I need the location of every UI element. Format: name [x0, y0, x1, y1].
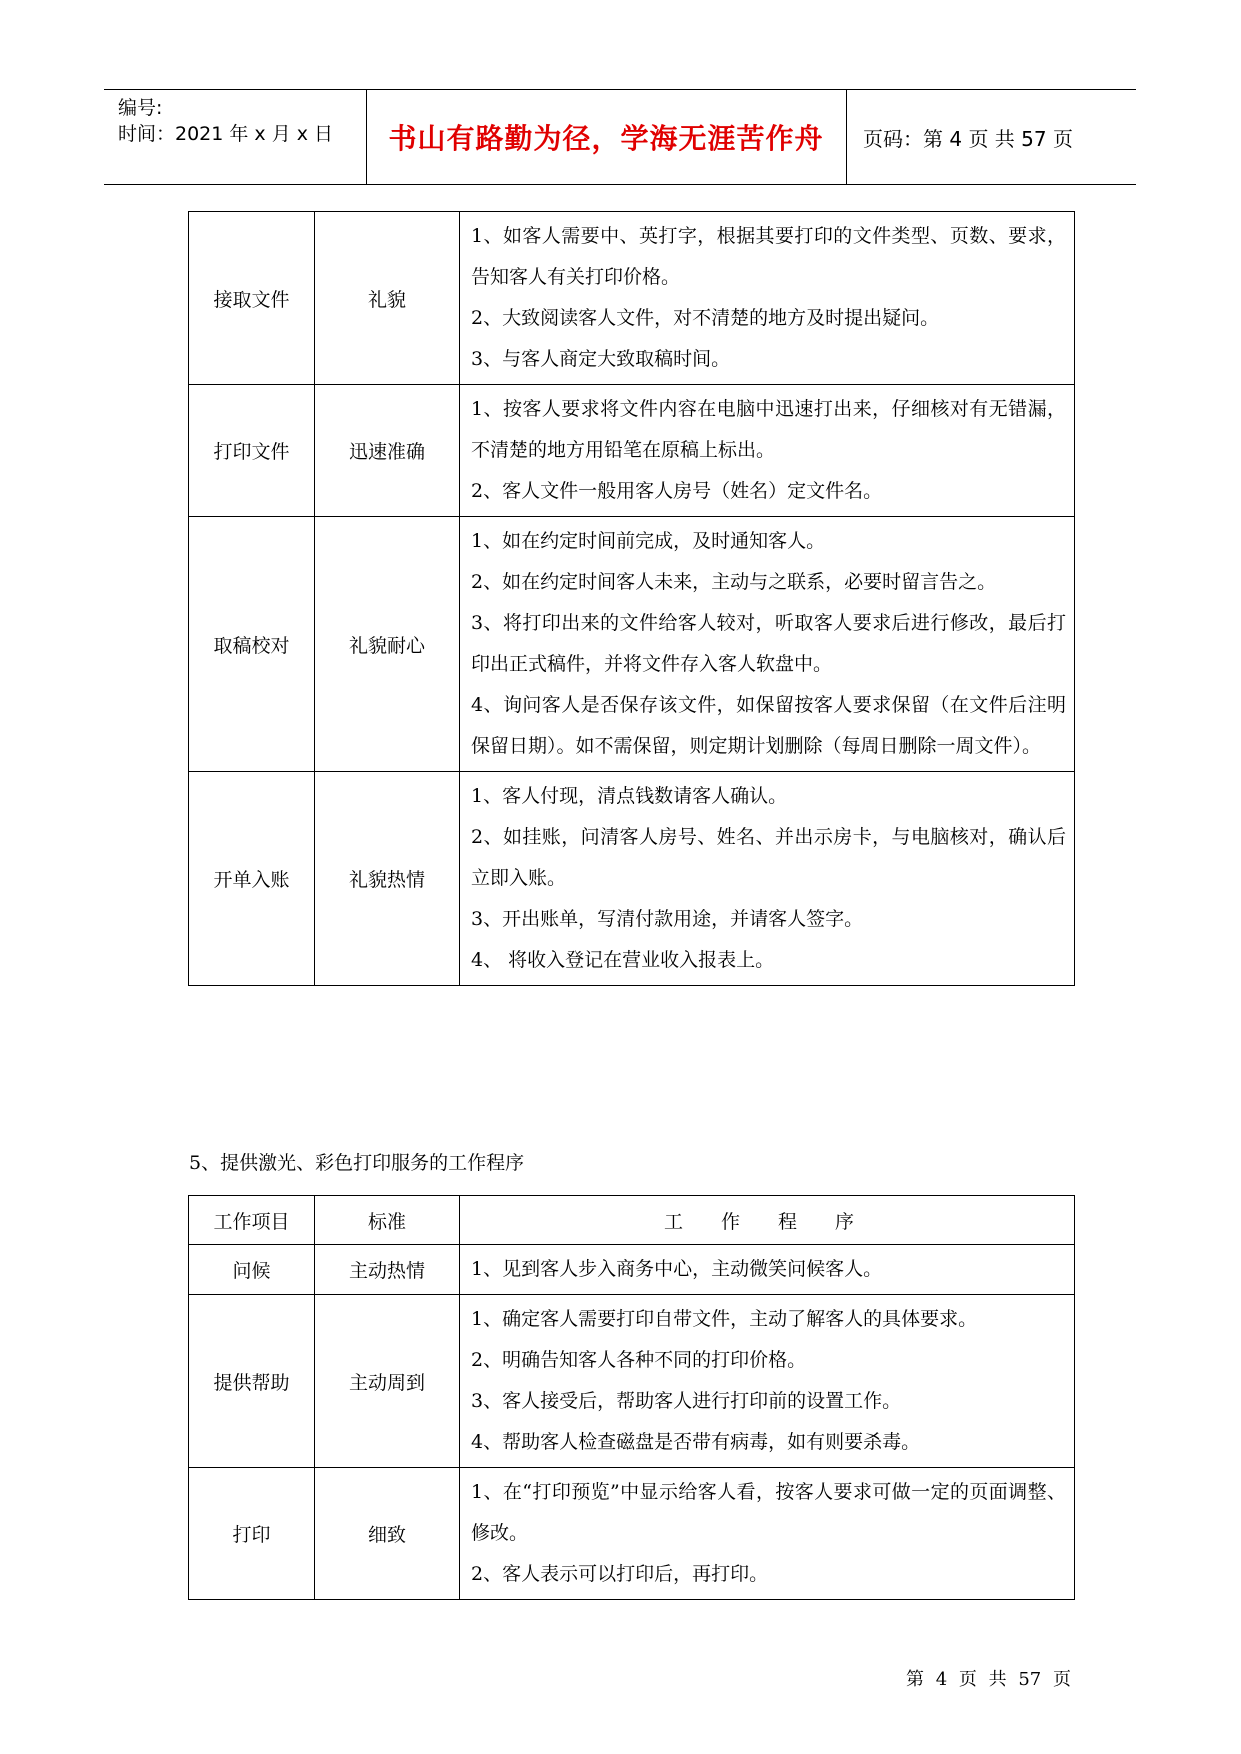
procedure-cell	[460, 385, 1075, 517]
procedure-table-2-body	[189, 1196, 1075, 1600]
procedure-step: 3、客人接受后，帮助客人进行打印前的设置工作。	[471, 1390, 902, 1412]
work-item-cell: 提供帮助	[189, 1295, 315, 1468]
section-title: 5、提供激光、彩色打印服务的工作程序	[189, 1152, 525, 1174]
table-row	[189, 212, 1075, 385]
header-standard: 标准	[315, 1196, 460, 1245]
work-item-cell: 打印文件	[189, 385, 315, 517]
procedure-step: 2、明确告知客人各种不同的打印价格。	[471, 1349, 807, 1371]
header-item: 工作项目	[189, 1196, 315, 1245]
table-row	[189, 772, 1075, 986]
work-item-cell: 取稿校对	[189, 517, 315, 772]
procedure-table-1-body	[189, 212, 1075, 986]
page-header	[104, 89, 1136, 185]
procedure-table-2	[188, 1195, 1075, 1600]
table-header-row	[189, 1196, 1075, 1245]
procedure-step: 1、在“打印预览”中显示给客人看，按客人要求可做一定的页面调整、修改。	[471, 1481, 1066, 1544]
standard-cell: 礼貌	[315, 212, 460, 385]
standard-cell: 主动热情	[315, 1245, 460, 1295]
procedure-step: 2、客人表示可以打印后，再打印。	[471, 1563, 769, 1585]
procedure-step: 3、与客人商定大致取稿时间。	[471, 348, 731, 370]
number-label: 编号:	[118, 97, 163, 119]
table-row	[189, 1295, 1075, 1468]
work-item-cell: 问候	[189, 1245, 315, 1295]
procedure-step: 4、帮助客人检查磁盘是否带有病毒，如有则要杀毒。	[471, 1431, 921, 1453]
time-label: 时间：2021 年 x 月 x 日	[118, 123, 334, 145]
procedure-step: 1、确定客人需要打印自带文件，主动了解客人的具体要求。	[471, 1308, 978, 1330]
procedure-step: 2、如在约定时间客人未来，主动与之联系，必要时留言告之。	[471, 571, 997, 593]
procedure-step: 3、开出账单，写清付款用途，并请客人签字。	[471, 908, 864, 930]
procedure-step: 4、询问客人是否保存该文件，如保留按客人要求保留（在文件后注明保留日期）。如不需保留，则定期计划删除（每周日删除一周文件）。	[471, 694, 1066, 757]
standard-cell: 迅速准确	[315, 385, 460, 517]
procedure-cell	[460, 212, 1075, 385]
standard-cell: 礼貌热情	[315, 772, 460, 986]
procedure-cell	[460, 1295, 1075, 1468]
header-procedure: 工 作 程 序	[460, 1196, 1075, 1245]
standard-cell: 主动周到	[315, 1295, 460, 1468]
procedure-step: 1、客人付现，清点钱数请客人确认。	[471, 785, 788, 807]
procedure-step: 2、如挂账，问清客人房号、姓名、并出示房卡，与电脑核对，确认后立即入账。	[471, 826, 1066, 889]
table-row	[189, 1468, 1075, 1600]
procedure-step: 1、如客人需要中、英打字，根据其要打印的文件类型、页数、要求，告知客人有关打印价格。	[471, 225, 1066, 288]
procedure-step: 2、客人文件一般用客人房号（姓名）定文件名。	[471, 480, 883, 502]
table-row	[189, 385, 1075, 517]
work-item-cell: 接取文件	[189, 212, 315, 385]
work-item-cell: 打印	[189, 1468, 315, 1600]
work-item-cell: 开单入账	[189, 772, 315, 986]
header-page-label: 页码：第 4 页 共 57 页	[863, 126, 1073, 151]
page-footer: 第 4 页 共 57 页	[906, 1669, 1071, 1690]
standard-cell: 礼貌耐心	[315, 517, 460, 772]
procedure-cell	[460, 772, 1075, 986]
table-row	[189, 1245, 1075, 1295]
header-meta	[104, 90, 367, 184]
procedure-cell	[460, 1468, 1075, 1600]
procedure-step: 1、按客人要求将文件内容在电脑中迅速打出来，仔细核对有无错漏，不清楚的地方用铅笔在原稿上标出。	[471, 398, 1066, 461]
procedure-cell	[460, 517, 1075, 772]
standard-cell: 细致	[315, 1468, 460, 1600]
procedure-table-1	[188, 211, 1075, 986]
procedure-step: 2、大致阅读客人文件，对不清楚的地方及时提出疑问。	[471, 307, 940, 329]
procedure-step: 1、如在约定时间前完成，及时通知客人。	[471, 530, 826, 552]
table-row	[189, 517, 1075, 772]
procedure-step: 4、 将收入登记在营业收入报表上。	[471, 949, 775, 971]
procedure-step: 3、将打印出来的文件给客人较对，听取客人要求后进行修改，最后打印出正式稿件，并将文件存入客人软盘中。	[471, 612, 1066, 675]
procedure-cell	[460, 1245, 1075, 1295]
header-motto: 书山有路勤为径，学海无涯苦作舟	[366, 90, 847, 184]
procedure-step: 1、见到客人步入商务中心，主动微笑问候客人。	[471, 1258, 883, 1280]
